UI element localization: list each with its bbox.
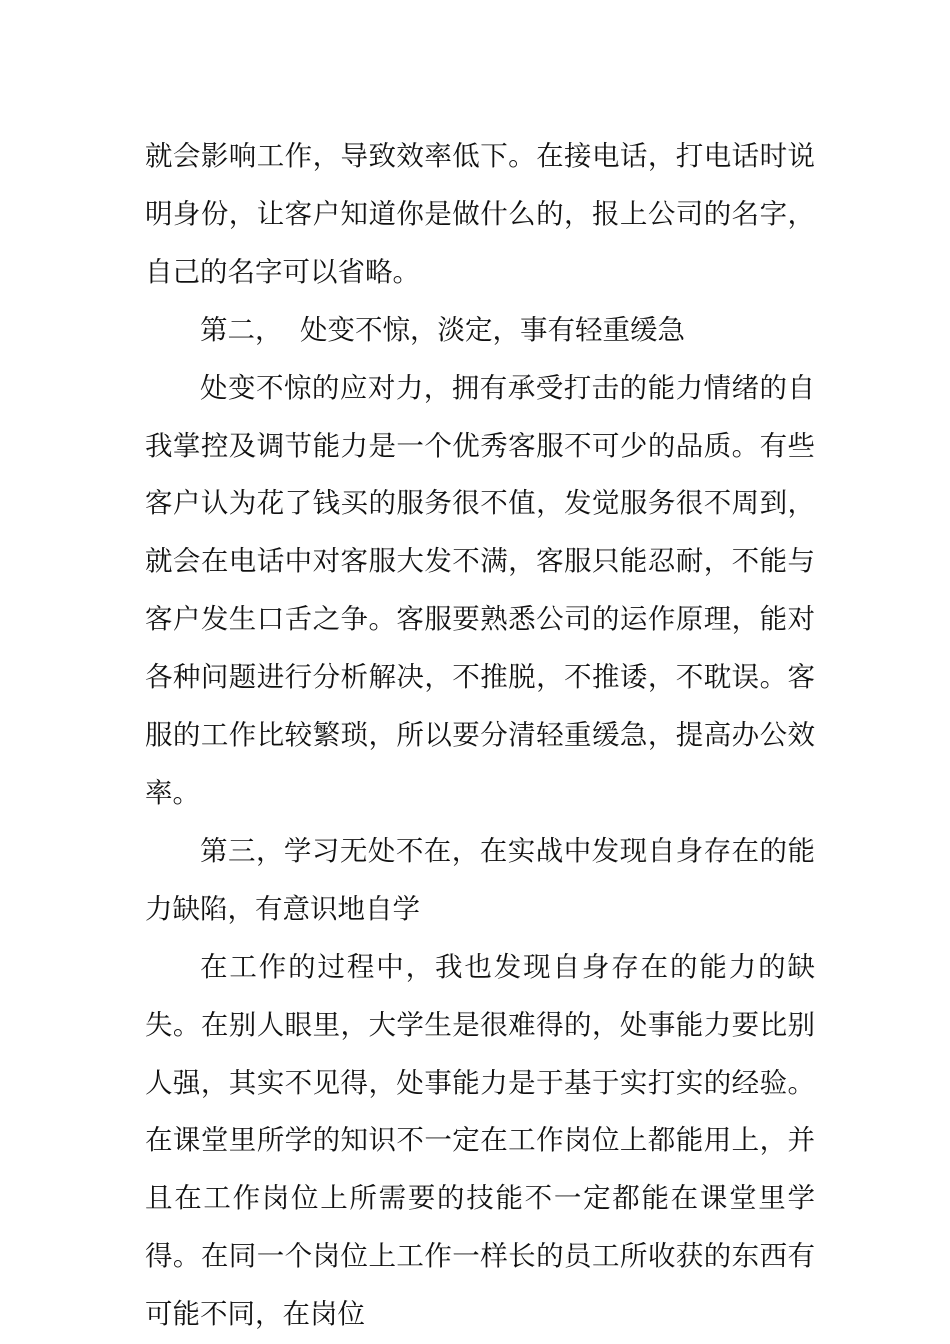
section-heading-second: 第二， 处变不惊，淡定，事有轻重缓急	[200, 313, 685, 346]
document-body	[145, 128, 815, 1344]
paragraph-continuation: 就会影响工作，导致效率低下。在接电话，打电话时说明身份，让客户知道你是做什么的，报上公司的名字，自己的名字可以省略。	[145, 140, 815, 288]
section-heading-third: 第三，学习无处不在，在实战中发现自身存在的能力缺陷，有意识地自学	[145, 834, 815, 925]
paragraph-learning: 在工作的过程中，我也发现自身存在的能力的缺失。在别人眼里，大学生是很难得的，处事能力要比别人强，其实不见得，处事能力是于基于实打实的经验。在课堂里所学的知识不一定在工作岗位上都能用上，并且在工作岗位上所需要的技能不一定都能在课堂里学得。在同一个岗位上工作一样长的员工所收获的东西有可能不同，在岗位	[145, 950, 815, 1331]
paragraph-composure: 处变不惊的应对力，拥有承受打击的能力情绪的自我掌控及调节能力是一个优秀客服不可少的品质。有些客户认为花了钱买的服务很不值，发觉服务很不周到，就会在电话中对客服大发不满，客服只能忍耐，不能与客户发生口舌之争。客服要熟悉公司的运作原理，能对各种问题进行分析解决，不推脱，不推诿，不耽误。客服的工作比较繁琐，所以要分清轻重缓急，提高办公效率。	[145, 371, 815, 809]
